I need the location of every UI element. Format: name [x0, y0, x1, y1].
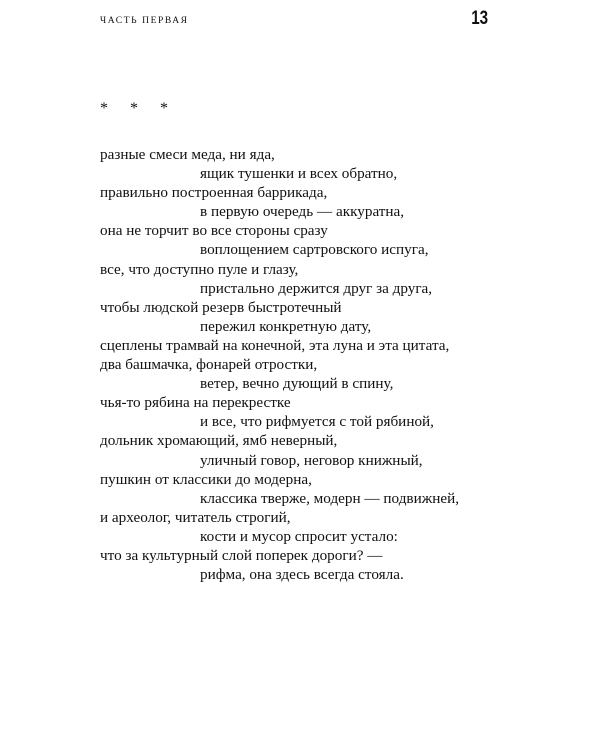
poem-line: она не торчит во все стороны сразу: [100, 222, 328, 240]
poem-line: пристально держится друг за друга,: [200, 279, 433, 297]
poem-line: дольник хромающий, ямб неверный,: [100, 432, 338, 450]
poem-line: пушкин от классики до модерна,: [100, 470, 312, 488]
poem-line: и все, что рифмуется с той рябиной,: [200, 413, 434, 431]
poem-line: чья-то рябина на перекрестке: [100, 394, 291, 412]
poem-line: классика тверже, модерн — подвижней,: [200, 489, 460, 507]
poem-line: и археолог, читатель строгий,: [100, 508, 291, 526]
poem-line: чтобы людской резерв быстротечный: [100, 298, 342, 316]
poem-line: кости и мусор спросит устало:: [200, 527, 398, 545]
poem-line: сцеплены трамвай на конечной, эта луна и эта цитата,: [100, 336, 450, 354]
poem-line: ветер, вечно дующий в спину,: [200, 375, 394, 393]
page-number: 13: [471, 8, 488, 29]
poem-line: что за культурный слой поперек дороги? —: [100, 546, 383, 564]
poem-line: разные смеси меда, ни яда,: [100, 146, 275, 163]
poem-separator: * * *: [100, 100, 177, 117]
poem-line: уличный говор, неговор книжный,: [200, 451, 423, 469]
poem-line: все, что доступно пуле и глазу,: [100, 260, 299, 278]
poem-line: два башмачка, фонарей отростки,: [100, 356, 318, 374]
running-head: ЧАСТЬ ПЕРВАЯ: [100, 16, 189, 26]
poem-body: [100, 145, 520, 584]
poem-line: правильно построенная баррикада,: [100, 184, 328, 202]
poem-line: ящик тушенки и всех обратно,: [200, 165, 398, 183]
poem-line: в первую очередь — аккуратна,: [200, 203, 405, 221]
poem-line: рифма, она здесь всегда стояла.: [200, 566, 404, 584]
poem-line: пережил конкретную дату,: [200, 317, 372, 335]
poem-line: воплощением сартровского испуга,: [200, 241, 429, 259]
